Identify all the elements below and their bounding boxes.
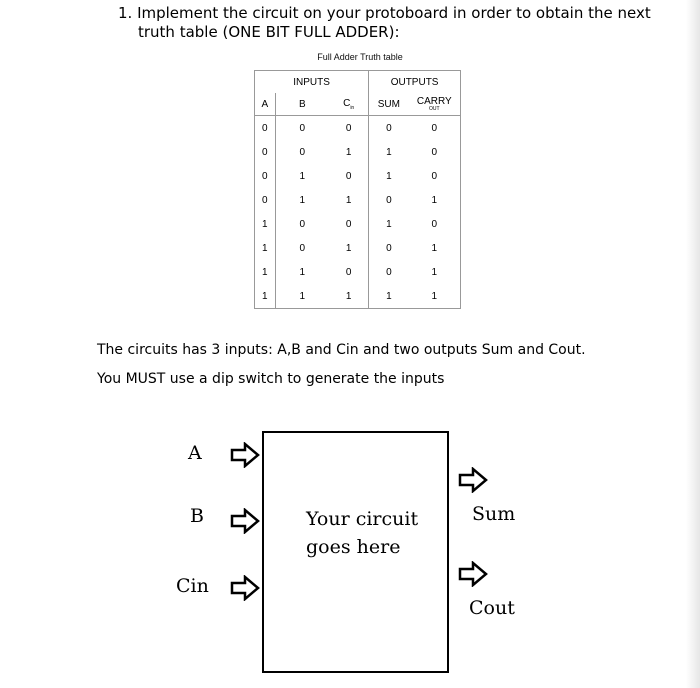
- cell-b: 1: [299, 170, 306, 182]
- carry-subscript: OUT: [429, 106, 440, 112]
- cell-a: 0: [255, 116, 276, 141]
- table-row: [255, 164, 461, 188]
- question-heading: [118, 4, 678, 42]
- column-header-a: A: [255, 93, 276, 116]
- inputs-group-header: INPUTS: [255, 71, 369, 94]
- table-row: [255, 116, 461, 141]
- truth-table-title: Full Adder Truth table: [317, 52, 403, 62]
- page-edge-shadow: [686, 0, 700, 688]
- cell-carry: 0: [431, 170, 438, 182]
- cell-sum: 0: [386, 194, 392, 206]
- cell-b: 0: [299, 146, 306, 158]
- cell-carry: 1: [431, 266, 438, 278]
- cell-cin: 0: [329, 260, 369, 284]
- cell-sum: 0: [386, 122, 392, 134]
- input-label-b: B: [190, 505, 204, 527]
- cell-cin: 1: [329, 236, 369, 260]
- output-label-cout: Cout: [469, 597, 515, 619]
- cin-subscript: in: [350, 104, 355, 111]
- column-header-carry: [409, 93, 461, 116]
- column-header-sum: SUM: [369, 93, 409, 116]
- truth-table: [254, 70, 461, 309]
- cell-sum: 0: [386, 242, 392, 254]
- cell-sum: 1: [386, 290, 392, 302]
- cell-b: 0: [299, 242, 306, 254]
- cell-carry: 1: [431, 242, 438, 254]
- output-label-sum: Sum: [472, 503, 516, 525]
- cell-b: 0: [299, 218, 306, 230]
- placeholder-line-1: Your circuit: [306, 508, 419, 530]
- heading-line-1: 1. Implement the circuit on your protoboard in order to obtain the next: [118, 4, 651, 22]
- cell-a: 0: [255, 140, 276, 164]
- table-row: [255, 212, 461, 236]
- cin-main: C: [343, 97, 351, 109]
- table-row: [255, 188, 461, 212]
- cell-carry: 0: [431, 218, 438, 230]
- cell-cin: 1: [329, 188, 369, 212]
- cell-carry: 1: [431, 290, 438, 302]
- cell-carry: 0: [431, 146, 438, 158]
- cell-cin: 0: [329, 212, 369, 236]
- cell-a: 1: [255, 284, 276, 309]
- cell-a: 0: [255, 188, 276, 212]
- cell-b: 1: [299, 290, 306, 302]
- cell-cin: 0: [329, 116, 369, 141]
- right-arrow-icon: [458, 467, 488, 493]
- circuit-placeholder-text: [306, 505, 446, 561]
- cell-a: 1: [255, 236, 276, 260]
- placeholder-line-2: goes here: [306, 536, 401, 558]
- right-arrow-icon: [230, 575, 260, 601]
- circuit-diagram: [150, 420, 550, 680]
- cell-carry: 1: [431, 194, 438, 206]
- column-header-b: B: [275, 93, 329, 116]
- table-row: [255, 260, 461, 284]
- cell-sum: 1: [386, 146, 392, 158]
- cell-b: 1: [299, 266, 306, 278]
- cell-cin: 1: [329, 140, 369, 164]
- heading-line-2: truth table (ONE BIT FULL ADDER):: [138, 23, 400, 41]
- cell-a: 0: [255, 164, 276, 188]
- input-label-a: A: [188, 442, 202, 464]
- right-arrow-icon: [230, 442, 260, 468]
- table-row: [255, 140, 461, 164]
- dip-switch-instruction: You MUST use a dip switch to generate the inputs: [97, 371, 445, 387]
- right-arrow-icon: [230, 508, 260, 534]
- cell-carry: 0: [431, 122, 438, 134]
- cell-cin: 1: [329, 284, 369, 309]
- cell-a: 1: [255, 260, 276, 284]
- outputs-group-header: OUTPUTS: [390, 76, 439, 88]
- inputs-outputs-description: The circuits has 3 inputs: A,B and Cin and two outputs Sum and Cout.: [97, 342, 586, 358]
- cell-b: 0: [299, 122, 306, 134]
- column-header-cin: [329, 93, 369, 116]
- table-row: [255, 284, 461, 309]
- right-arrow-icon: [458, 561, 488, 587]
- cell-sum: 0: [386, 266, 392, 278]
- input-label-cin: Cin: [176, 575, 209, 597]
- cell-cin: 0: [329, 164, 369, 188]
- table-row: [255, 236, 461, 260]
- cell-b: 1: [299, 194, 306, 206]
- cell-sum: 1: [386, 170, 392, 182]
- cell-sum: 1: [386, 218, 392, 230]
- cell-a: 1: [255, 212, 276, 236]
- carry-main: CARRY: [416, 96, 452, 107]
